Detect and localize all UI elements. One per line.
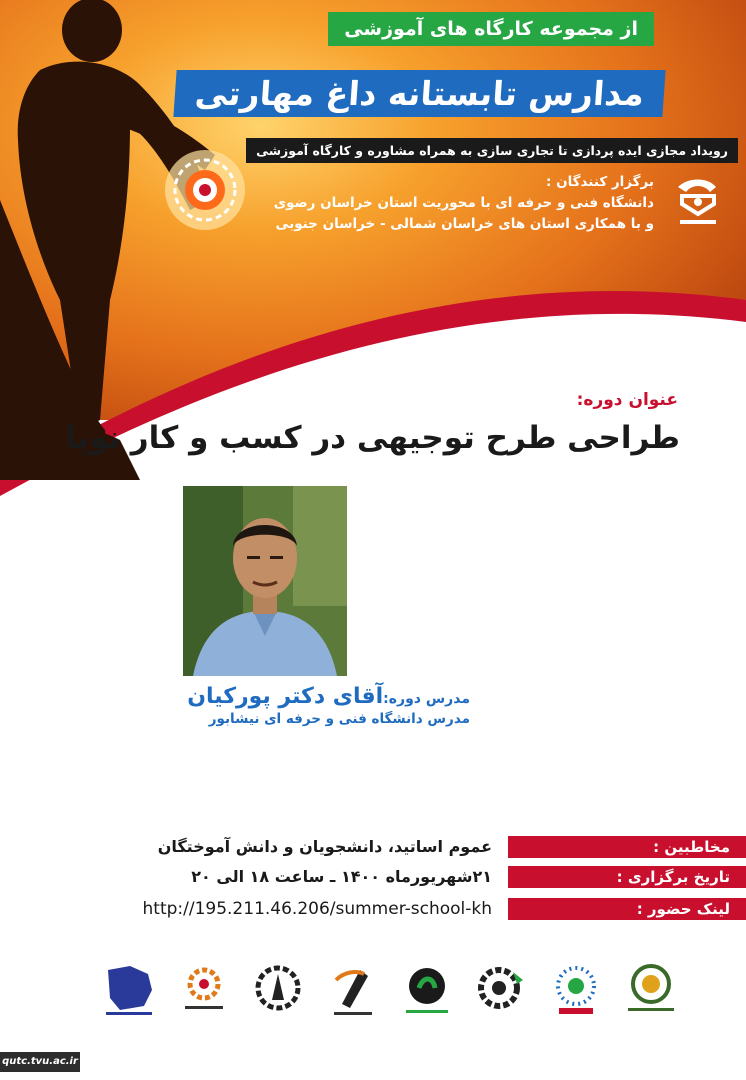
date-row xyxy=(0,866,746,888)
instructor-block xyxy=(187,684,470,727)
course-label: عنوان دوره: xyxy=(576,390,678,410)
pen-logo-icon xyxy=(324,960,382,1020)
link-value[interactable]: http://195.211.46.206/summer-school-kh xyxy=(142,899,492,919)
gear-tower-logo-icon xyxy=(249,960,307,1020)
instructor-role: مدرس دوره: xyxy=(383,691,470,707)
organizers-line2: و با همکاری استان های خراسان شمالی - خراسان جنوبی xyxy=(275,216,654,232)
audience-label: مخاطبین : xyxy=(508,836,746,858)
instructor-affiliation: مدرس دانشگاه فنی و حرفه ای نیشابور xyxy=(208,711,470,727)
partner-logos xyxy=(100,955,680,1025)
organizers-block xyxy=(234,172,654,235)
organizers-label: برگزار کنندگان : xyxy=(545,174,654,190)
audience-value: عموم اساتید، دانشجویان و دانش آموختگان xyxy=(157,837,492,856)
event-subtitle: رویداد مجازی ایده پردازی تا تجاری سازی به همراه مشاوره و کارگاه آموزشی xyxy=(246,138,738,163)
date-value: ۲۱شهریورماه ۱۴۰۰ ـ ساعت ۱۸ الی ۲۰ xyxy=(191,867,492,886)
course-title: طراحی طرح توجیهی در کسب و کار نوپا xyxy=(65,420,680,456)
date-label: تاریخ برگزاری : xyxy=(508,866,746,888)
series-tag: از مجموعه کارگاه های آموزشی xyxy=(328,12,654,46)
audience-row xyxy=(0,836,746,858)
fund-logo-icon xyxy=(622,960,680,1020)
link-label: لینک حضور : xyxy=(508,898,746,920)
dotted-circle-logo-icon xyxy=(547,960,605,1020)
instructor-photo xyxy=(183,486,347,676)
gear-book-logo-icon xyxy=(473,960,531,1020)
site-footer-tag[interactable]: qutc.tvu.ac.ir xyxy=(0,1052,80,1072)
instructor-name: آقای دکتر پورکیان xyxy=(187,684,384,709)
link-row xyxy=(0,898,746,920)
page-title: مدارس تابستانه داغ مهارتی xyxy=(173,70,665,117)
iran-map-logo-icon xyxy=(100,960,158,1020)
organizers-line1: دانشگاه فنی و حرفه ای با محوریت استان خراسان رضوی xyxy=(273,195,654,211)
glowing-orb-icon xyxy=(165,150,245,230)
growth-center-logo-icon xyxy=(398,960,456,1020)
tvu-logo-icon xyxy=(668,172,728,232)
science-park-logo-icon xyxy=(175,960,233,1020)
